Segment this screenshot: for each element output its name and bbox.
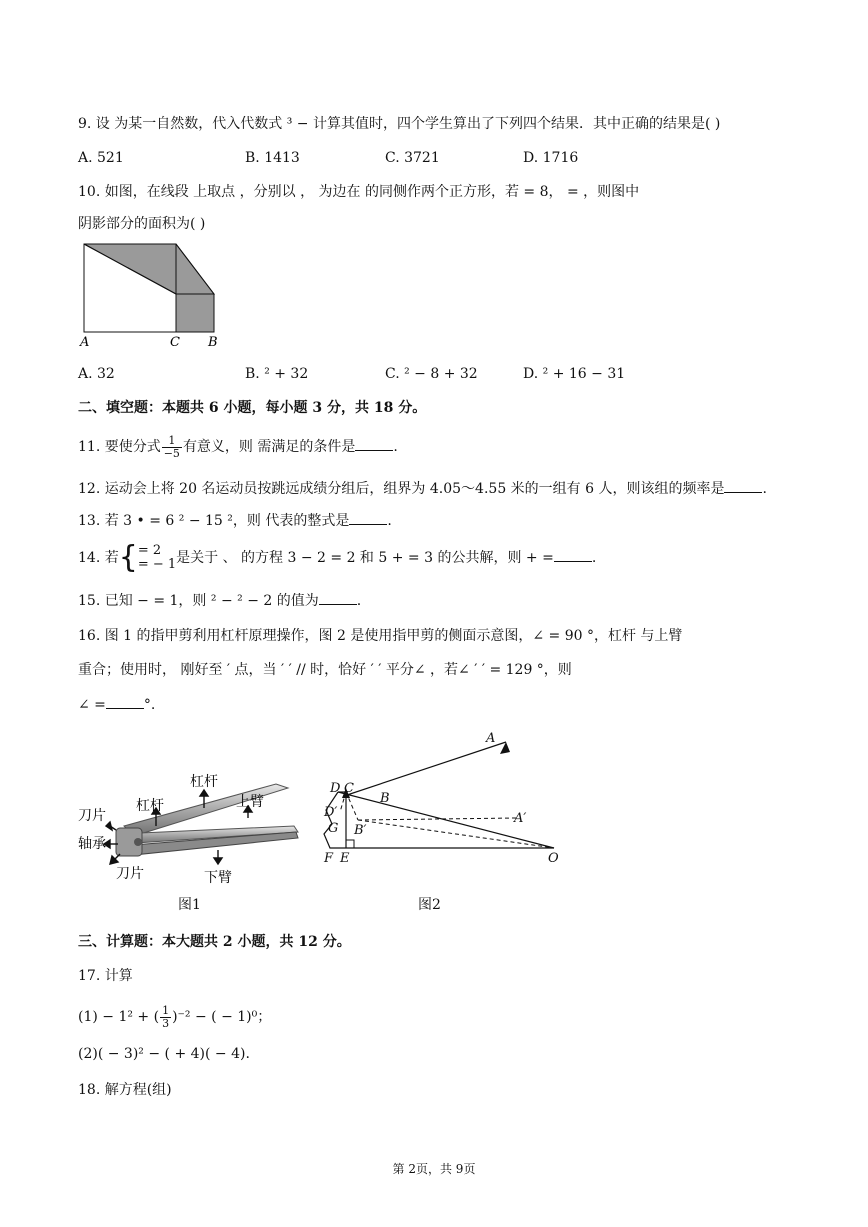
q13-answer-blank[interactable] (349, 510, 387, 525)
fig1-caption: 图1 (178, 897, 201, 913)
q14-pre: 14. 若 (78, 550, 119, 566)
q16-line3-text: ∠ = (78, 697, 106, 713)
fig1-label-lever-top: 杠杆 (190, 774, 218, 790)
q10-option-a: A. 32 (78, 366, 115, 382)
q10-stem-line1: 10. 如图，在线段 上取点 ，分别以 ， 为边在 的同侧作两个正方形，若 = 8， = ，则图中 (78, 184, 640, 200)
q18-title: 18. 解方程(组) (78, 1082, 172, 1098)
fig2-head-outline (324, 792, 346, 848)
q16-line3-end: °. (143, 697, 156, 713)
q17-part1 (78, 1002, 271, 1032)
q9-option-d: D. 1716 (523, 150, 579, 166)
q9-option-c: C. 3721 (385, 150, 440, 166)
q10-option-c: C. ² − 8 + 32 (385, 366, 478, 382)
q9-option-b: B. 1413 (245, 150, 300, 166)
fig2-label-b: B (380, 791, 390, 806)
q13-text: 13. 若 3 • = 6 ² − 15 ²，则 代表的整式是 (78, 513, 350, 529)
fig2-line-ca (344, 742, 506, 796)
q11-fraction-num: 1 (162, 435, 182, 448)
q17-title: 17. 计算 (78, 968, 133, 984)
q17-p1-num: 1 (162, 1003, 170, 1017)
section-3-heading: 三、计算题：本大题共 2 小题，共 12 分。 (78, 934, 351, 950)
q14 (78, 540, 596, 576)
q16-line3 (78, 694, 155, 715)
fig2-label-d: D (330, 781, 341, 796)
q9-stem: 9. 设 为某一自然数，代入代数式 ³ − 计算其值时，四个学生算出了下列四个结果．其中正确的结果是( ) (78, 116, 721, 132)
q15-text: 15. 已知 − = 1，则 ² − ² − 2 的值为 (78, 593, 319, 609)
q14-end: . (591, 550, 597, 566)
q11-fraction (162, 435, 182, 460)
q15 (78, 590, 361, 611)
fig2-dash-b2a2 (358, 818, 516, 820)
q10-label-c: C (170, 335, 180, 350)
fig1-label-lever-left: 杠杆 (136, 798, 164, 814)
q11-answer-blank[interactable] (355, 436, 393, 451)
fig2-label-f: F (324, 851, 334, 866)
fig2-caption: 图2 (418, 897, 441, 913)
q10-figure (74, 238, 224, 350)
fig2-right-angle-mark (346, 840, 354, 848)
q10-stem-line2: 阴影部分的面积为( ) (78, 216, 206, 232)
fig1-label-upper-arm: 上臂 (236, 794, 264, 810)
q12-answer-blank[interactable] (724, 478, 762, 493)
fig2-diagram (318, 726, 568, 870)
q14-brace-icon: { (118, 540, 138, 575)
q10-option-d: D. ² + 16 − 31 (523, 366, 626, 382)
section-2-heading: 二、填空题：本题共 6 小题，每小题 3 分，共 18 分。 (78, 400, 427, 416)
q14-answer-blank[interactable] (554, 547, 592, 562)
q15-end: . (356, 593, 362, 609)
q14-row2: = − 1 (137, 557, 177, 572)
q12 (78, 478, 767, 499)
q13 (78, 510, 392, 531)
q10-option-b: B. ² + 32 (245, 366, 309, 382)
fig2-label-d-prime: D′ (324, 805, 338, 820)
q12-text: 12. 运动会上将 20 名运动员按跳远成绩分组后，组界为 4.05～4.55 米的一组有 6 人，则该组的频率是 (78, 481, 725, 497)
q11-post: 有意义，则 需满足的条件是 (182, 439, 356, 455)
q16-line1: 16. 图 1 的指甲剪利用杠杆原理操作，图 2 是使用指甲剪的侧面示意图，∠ = 90 °，杠杆 与上臂 (78, 628, 683, 644)
fig2-label-o: O (548, 851, 559, 866)
fig2-label-a-prime: A′ (514, 811, 527, 826)
q14-system (138, 544, 176, 572)
q17-p1-den: 3 (162, 1016, 170, 1030)
fig1-label-lower-arm: 下臂 (204, 870, 232, 886)
fig1-axle-shape (134, 838, 142, 846)
fig2-label-e: E (340, 851, 350, 866)
q14-row1: = 2 (137, 543, 162, 558)
fig2-label-c: C (344, 781, 354, 796)
q17-p1-pre: (1) − 1² + ( (78, 1009, 160, 1025)
q9-option-a: A. 521 (78, 150, 124, 166)
fig2-label-g: G (328, 821, 339, 836)
fig1-label-blade-bottom: 刀片 (116, 866, 144, 882)
q13-end: . (387, 513, 392, 529)
q11-pre: 11. 要使分式 (78, 439, 161, 455)
q11 (78, 432, 398, 462)
q10-label-a: A (80, 335, 90, 350)
q11-end: . (393, 439, 398, 455)
page-footer: 第 2页，共 9页 (392, 1162, 476, 1176)
q10-label-b: B (208, 335, 218, 350)
q17-p1-fraction (160, 1005, 171, 1030)
fig1-label-axle: 轴承 (78, 836, 106, 852)
fig2-label-b-prime: B′ (354, 823, 367, 838)
q10-shaded-square (176, 294, 214, 332)
q14-post: 是关于 、 的方程 3 − 2 = 2 和 5 + = 3 的公共解，则 + = (176, 550, 554, 566)
fig1-nail-clipper (76, 764, 308, 888)
q11-fraction-den: −5 (163, 446, 180, 460)
q16-answer-blank[interactable] (106, 694, 144, 709)
q16-line2: 重合；使用时， 刚好至 ′ 点，当 ′ ′ // 时，恰好 ′ ′ 平分∠ ，若∠ ′ ′ = 129 °，则 (78, 662, 572, 678)
q15-answer-blank[interactable] (319, 590, 357, 605)
q17-part2: (2)( − 3)² − ( + 4)( − 4). (78, 1046, 250, 1062)
q17-p1-post: )⁻² − ( − 1)⁰； (172, 1009, 272, 1025)
fig1-label-blade-top: 刀片 (78, 808, 106, 824)
q12-end: . (762, 481, 767, 497)
fig2-label-a: A (486, 731, 496, 746)
